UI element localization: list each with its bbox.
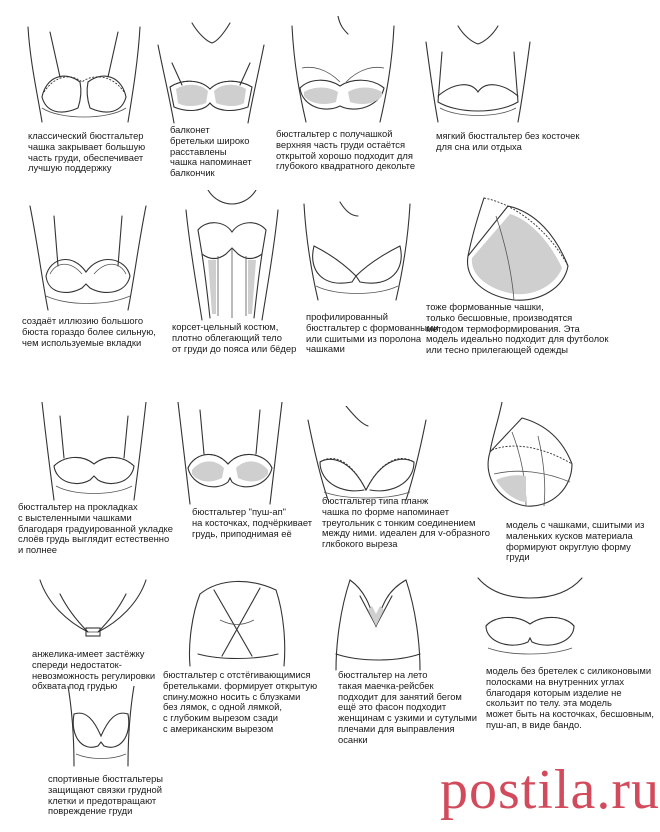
caption-corset: корсет-цельный костюм, плотно облегающий тело от груди до пояса или бёдер [172, 321, 297, 354]
caption-balconette-bra: балконет бретельки широко расставлены чашка напоминает балкончик [170, 124, 252, 179]
sketch-strapless-bra [474, 572, 586, 672]
sketch-seamless-molded-bra [456, 196, 570, 308]
sketch-padded-bra [38, 402, 150, 502]
sketch-sports-bra [60, 686, 142, 770]
sketch-soft-bra [418, 22, 538, 126]
sketch-padded-illusion-bra [24, 196, 152, 314]
sketch-seamed-cup-bra [482, 402, 576, 512]
sketch-molded-bra [296, 200, 418, 304]
caption-strapless-bra: модель без бретелек с силиконовыми полосками на внутренних углах благодаря которым изделие не скользит по телу. эта модель может быть на косточках, бесшовным, пуш-ап, в виде бандо. [486, 665, 654, 730]
caption-front-closure-bra: анжелика-имеет застёжку спереди недостаток- невозможность регулировки обхвата под грудью [32, 648, 156, 692]
caption-soft-bra: мягкий бюстгальтер без косточек для сна или отдыха [436, 130, 580, 152]
sketch-demi-cup-bra [282, 16, 404, 128]
caption-seamless-molded-bra: тоже формованные чашки, только бесшовные, производятся методом термоформирования. Эта модель идеально подходит для футболок или тесно прилегающей одежды [426, 301, 609, 356]
caption-classic-bra: классический бюстгальтер чашка закрывает большую часть груди, обеспечивает лучшую поддержку [28, 130, 146, 174]
sketch-racerback-bra [320, 570, 432, 674]
sketch-front-closure-bra [38, 574, 148, 650]
caption-convertible-straps-bra: бюстгальтер с отстёгивающимися бретельками. формирует открытую спину.можно носить с блузками без лямок, с одной лямкой, с глубоким вырезом сзади с американским вырезом [163, 669, 318, 734]
sketch-balconette-bra [152, 15, 270, 127]
sketch-corset [172, 190, 290, 322]
sketch-push-up-bra [170, 402, 290, 506]
caption-padded-bra: бюстгальтер на прокладках с выстеленными чашками благодаря градуированной укладке слоёв грудь выглядит естественно и полнее [18, 501, 173, 556]
caption-seamed-cup-bra: модель с чашками, сшитыми из маленьких кусков материала формируют округлую форму груди [506, 519, 645, 563]
caption-racerback-bra: бюстгальтер на лето такая маечка-рейсбек подходит для занятий бегом ещё это фасон подходит женщинам с узкими и сутулыми плечами для выправления осанки [338, 669, 477, 745]
sketch-classic-bra [20, 22, 148, 130]
caption-padded-illusion-bra: создаёт иллюзию большого бюста гораздо более сильную, чем используемые вкладки [22, 315, 156, 348]
caption-push-up-bra: бюстгальтер "пуш-ап" на косточках, подчёркивает грудь, приподнимая её [192, 506, 313, 539]
caption-plunge-bra: бюстгальтер типа планж чашка по форме напоминает треугольник с тонким соединением между ними. идеален для v-образного глкбокого выреза [322, 495, 490, 550]
watermark-logo: postila.ru [440, 759, 660, 821]
caption-sports-bra: спортивные бюстгальтеры защищают связки грудной клетки и предотвращают повреждение груди [48, 773, 164, 817]
sketch-plunge-bra [306, 406, 428, 502]
caption-demi-cup-bra: бюстгальтер с получашкой верхняя часть груди остаётся открытой хорошо подходит для глубокого квадратного декольте [276, 128, 416, 172]
sketch-convertible-straps-bra [180, 574, 290, 668]
caption-molded-bra: профилированный бюстгальтер с формованными или сшитыми из поролона чашками [306, 311, 439, 355]
